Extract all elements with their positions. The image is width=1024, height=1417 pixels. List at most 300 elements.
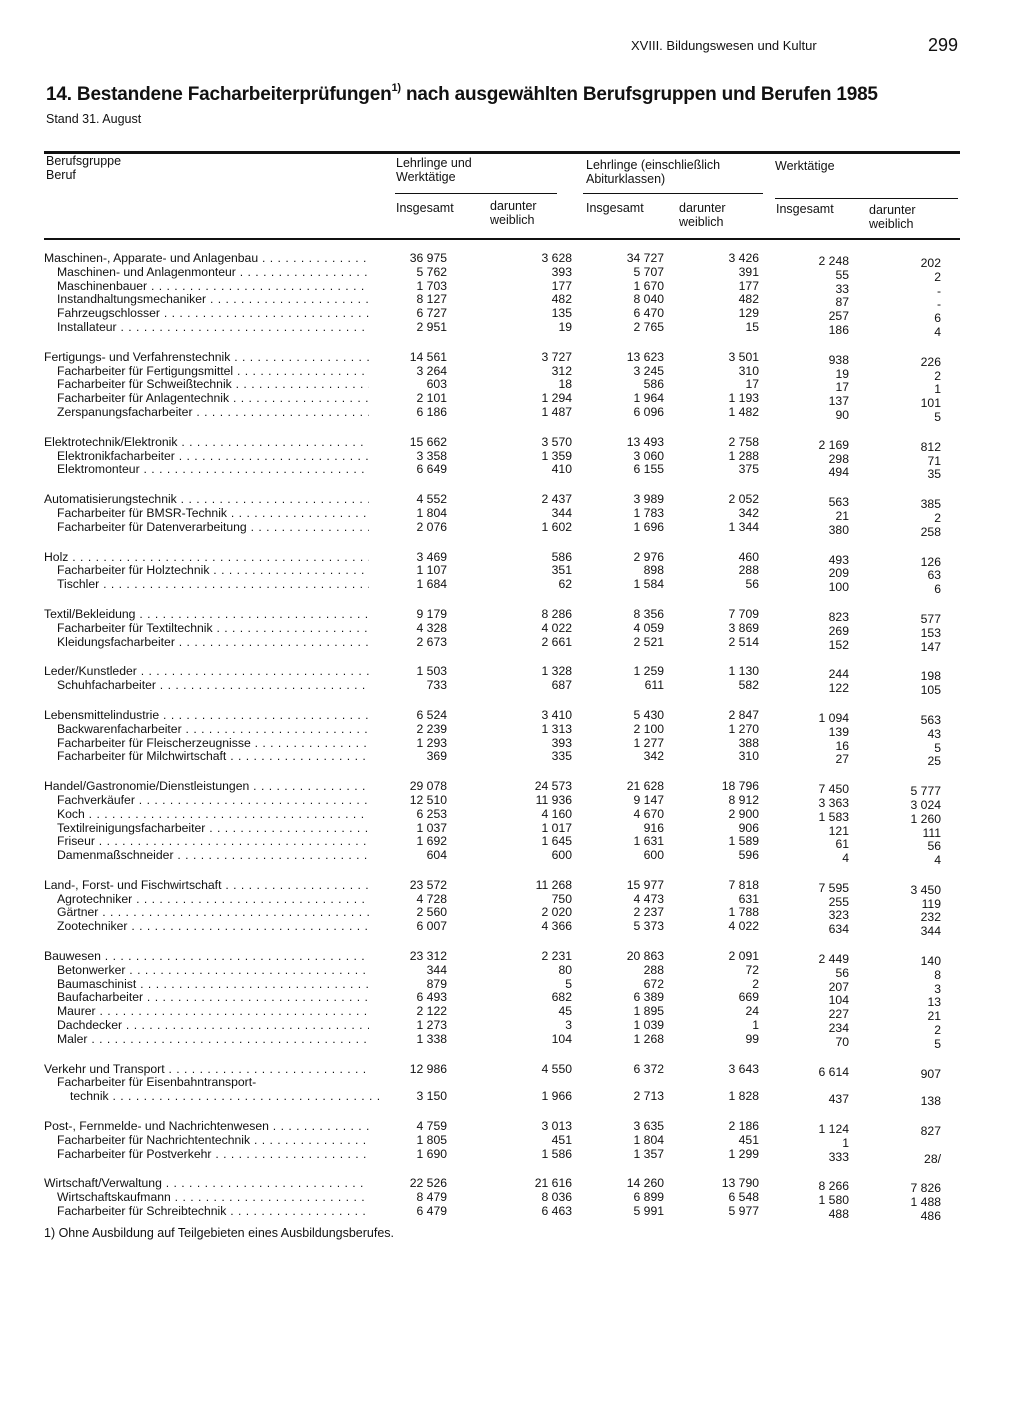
cell-col6: 3	[934, 981, 941, 996]
table-subrow	[44, 462, 964, 482]
cell-col5: 100	[828, 580, 849, 595]
cell-col5: 104	[828, 993, 849, 1008]
cell-col6: 2	[934, 510, 941, 525]
row-group	[44, 949, 964, 1051]
cell-col1: 369	[426, 749, 447, 764]
cell-col5: 257	[828, 309, 849, 324]
col-header-2-line2: weiblich	[490, 213, 535, 227]
cell-col5: 55	[835, 267, 849, 282]
cell-col2: 451	[551, 1132, 572, 1147]
cell-col6: 3 450	[910, 882, 941, 897]
cell-col4: 482	[738, 292, 759, 307]
cell-col4: 596	[738, 848, 759, 863]
cell-col4: 906	[738, 820, 759, 835]
cell-col5: 121	[828, 823, 849, 838]
row-group	[44, 492, 964, 539]
cell-col2: 104	[551, 1031, 572, 1046]
cell-col2: 482	[551, 292, 572, 307]
top-rule	[44, 151, 960, 154]
cell-col2: 1 966	[541, 1089, 572, 1104]
cell-col3: 288	[643, 962, 664, 977]
cell-col3: 342	[643, 749, 664, 764]
table-subrow	[44, 505, 964, 525]
cell-col5: 823	[828, 609, 849, 624]
table-subrow	[44, 721, 964, 741]
table-group-row	[44, 251, 964, 270]
row-group	[44, 606, 964, 654]
cell-col2: 2 231	[541, 949, 572, 964]
cell-col4: 7 818	[728, 877, 759, 892]
cell-col6: 13	[927, 995, 941, 1010]
cell-col1: 2 101	[416, 391, 447, 406]
cell-col3: 6 470	[633, 306, 664, 321]
cell-col6: 6	[934, 582, 941, 597]
cell-col4: 288	[738, 563, 759, 578]
cell-col5: 1	[842, 1135, 849, 1150]
cell-col4: 451	[738, 1132, 759, 1147]
row-label: Installateur . . .	[57, 321, 369, 335]
cell-col1: 2 122	[416, 1004, 447, 1019]
row-label: Damenmaßschneider . . .	[57, 849, 369, 863]
cell-col6: 6	[934, 311, 941, 326]
cell-col2: 312	[551, 363, 572, 378]
cell-col3: 4 059	[633, 620, 664, 635]
cell-col5: 137	[828, 394, 849, 409]
cell-col2: 1 359	[541, 448, 572, 463]
cell-col5: 33	[835, 281, 849, 296]
cell-col6: 258	[920, 524, 941, 539]
cell-col5: 56	[835, 965, 849, 980]
cell-col2: 4 160	[541, 806, 572, 821]
col-header-4	[679, 201, 726, 229]
cell-col3: 3 060	[633, 448, 664, 463]
cell-col1: 3 264	[416, 363, 447, 378]
cell-col4: 1 130	[728, 664, 759, 679]
table-subrow	[44, 749, 964, 769]
cell-col2: 21 616	[534, 1176, 572, 1191]
cell-col6: 35	[927, 467, 941, 482]
page-header	[0, 37, 1024, 57]
cell-col1: 2 076	[416, 519, 447, 534]
cell-col6: 147	[920, 639, 941, 654]
cell-col4: 460	[738, 549, 759, 564]
cell-col3: 6 899	[633, 1190, 664, 1205]
cell-col6: 2	[934, 368, 941, 383]
row-label: Facharbeiter für Eisenbahntransport-	[57, 1076, 257, 1090]
cell-col6: 1 260	[910, 811, 941, 826]
cell-col2: 1 602	[541, 519, 572, 534]
group-header-3	[775, 159, 835, 173]
row-label: Dachdecker . . .	[57, 1019, 369, 1033]
row-label: Textilreinigungsfacharbeiter . . .	[57, 822, 369, 836]
cell-col1: 1 692	[416, 834, 447, 849]
cell-col1: 1 037	[416, 820, 447, 835]
cell-col1: 2 673	[416, 634, 447, 649]
cell-col1: 3 469	[416, 549, 447, 564]
row-label: Facharbeiter für Textiltechnik . . .	[57, 622, 369, 636]
cell-col3: 8 356	[633, 606, 664, 621]
cell-col2: 1 328	[541, 664, 572, 679]
cell-col6: 1	[934, 382, 941, 397]
row-label: Bauwesen . . .	[44, 950, 369, 964]
col-header-4-line1: darunter	[679, 201, 726, 215]
cell-col2: 1 313	[541, 721, 572, 736]
row-group	[44, 549, 964, 597]
row-label: Instandhaltungsmechaniker . . .	[57, 293, 369, 307]
cell-col1: 4 759	[416, 1119, 447, 1134]
cell-col1: 6 253	[416, 806, 447, 821]
cell-col6: 5	[934, 740, 941, 755]
table-subtitle: Stand 31. August	[46, 112, 142, 126]
cell-col2: 4 366	[541, 919, 572, 934]
table-subrow	[44, 563, 964, 583]
cell-col1: 23 312	[409, 949, 447, 964]
cell-col6: 812	[920, 439, 941, 454]
cell-col2: 2 437	[541, 492, 572, 507]
section-title: XVIII. Bildungswesen und Kultur	[631, 38, 817, 53]
cell-col4: 177	[738, 278, 759, 293]
table-group-row	[44, 549, 964, 569]
table-subrow	[44, 306, 964, 326]
cell-col3: 6 155	[633, 462, 664, 477]
row-label: Backwarenfacharbeiter . . .	[57, 723, 369, 737]
cell-col3: 600	[643, 848, 664, 863]
cell-col5: 1 580	[818, 1193, 849, 1208]
cell-col3: 20 863	[626, 949, 664, 964]
cell-col1: 603	[426, 377, 447, 392]
cell-col3: 2 521	[633, 634, 664, 649]
row-label: Baufacharbeiter . . .	[57, 991, 369, 1005]
cell-col1: 1 273	[416, 1018, 447, 1033]
row-label: Wirtschaft/Verwaltung . . .	[44, 1177, 369, 1191]
col-header-1-text: Insgesamt	[396, 201, 454, 215]
cell-col6: 2	[934, 269, 941, 284]
cell-col2: 586	[551, 549, 572, 564]
cell-col5: 61	[835, 837, 849, 852]
cell-col1: 604	[426, 848, 447, 863]
cell-col1: 1 338	[416, 1031, 447, 1046]
cell-col4: 2 091	[728, 949, 759, 964]
cell-col3: 2 765	[633, 319, 664, 334]
cell-col6: -	[936, 283, 941, 298]
col-header-6-line1: darunter	[869, 203, 916, 217]
cell-col5: 255	[828, 894, 849, 909]
row-label: Facharbeiter für Milchwirtschaft . . .	[57, 750, 369, 764]
stub-header-line2: Beruf	[46, 168, 76, 182]
cell-col4: 6 548	[728, 1190, 759, 1205]
cell-col3: 1 277	[633, 735, 664, 750]
table-group-row	[44, 779, 964, 799]
row-label: Handel/Gastronomie/Dienstleistungen . . .	[44, 780, 369, 794]
cell-col2: 3 013	[541, 1119, 572, 1134]
cell-col3: 1 357	[633, 1146, 664, 1161]
table-group-row	[44, 949, 964, 969]
cell-col3: 4 473	[633, 891, 664, 906]
title-text: Bestandene Facharbeiterprüfungen	[76, 84, 392, 105]
col-header-5	[776, 202, 834, 216]
table-subrow	[44, 792, 964, 812]
cell-col3: 1 259	[633, 664, 664, 679]
cell-col4: 17	[745, 377, 759, 392]
cell-col2: 19	[558, 319, 572, 334]
col-header-3-text: Insgesamt	[586, 201, 644, 215]
cell-col1: 14 561	[409, 349, 447, 364]
cell-col5: 7 450	[818, 782, 849, 797]
cell-col1: 4 552	[416, 492, 447, 507]
cell-col6: 202	[920, 256, 941, 270]
table-subrow	[44, 1018, 964, 1038]
cell-col4: 7 709	[728, 606, 759, 621]
table-group-row	[44, 349, 964, 369]
cell-col2: 3 410	[541, 707, 572, 722]
cell-col5: 1 124	[818, 1122, 849, 1137]
cell-col4: 310	[738, 749, 759, 764]
row-label: technik . . .	[70, 1090, 382, 1104]
cell-col5: 3 363	[818, 795, 849, 810]
row-label: Wirtschaftskaufmann . . .	[57, 1191, 369, 1205]
cell-col2: 393	[551, 735, 572, 750]
row-group	[44, 877, 964, 939]
row-label: Facharbeiter für Holztechnik . . .	[57, 564, 369, 578]
row-label: Facharbeiter für Nachrichtentechnik . . .	[57, 1134, 369, 1148]
table-subrow	[44, 448, 964, 468]
cell-col3: 5 430	[633, 707, 664, 722]
row-label: Baumaschinist . . .	[57, 978, 369, 992]
cell-col2: 1 294	[541, 391, 572, 406]
cell-col6: 2	[934, 1023, 941, 1038]
table-subrow	[44, 1190, 964, 1210]
cell-col6: 827	[920, 1124, 941, 1139]
cell-col3: 672	[643, 976, 664, 991]
cell-col6: 105	[920, 683, 941, 698]
cell-col6: 28/	[924, 1151, 941, 1166]
table-number: 14.	[46, 84, 72, 105]
cell-col2: 2 661	[541, 634, 572, 649]
cell-col2: 750	[551, 891, 572, 906]
row-label: Maschinen- und Anlagenmonteur . . .	[57, 266, 369, 280]
cell-col4: 375	[738, 462, 759, 477]
cell-col3: 2 237	[633, 905, 664, 920]
cell-col5: 333	[828, 1149, 849, 1164]
cell-col6: 3 024	[910, 797, 941, 812]
row-group	[44, 1176, 964, 1224]
table-subrow	[44, 891, 964, 911]
cell-col5: 6 614	[818, 1064, 849, 1079]
cell-col4: 582	[738, 678, 759, 693]
row-label: Friseur . . .	[57, 835, 369, 849]
group-rule-1	[395, 193, 557, 194]
cell-col5: 227	[828, 1007, 849, 1022]
table-group-row	[44, 1176, 964, 1196]
table-subrow	[44, 634, 964, 654]
cell-col6: 119	[921, 896, 941, 911]
cell-col1: 2 239	[416, 721, 447, 736]
table-group-row	[44, 664, 964, 684]
cell-col1: 2 951	[416, 319, 447, 334]
cell-col6: 56	[927, 839, 941, 854]
table-group-row	[44, 1061, 964, 1081]
table-subrow	[44, 404, 964, 424]
cell-col5: 494	[828, 465, 849, 480]
cell-col6: 4	[934, 853, 941, 868]
cell-col5: 7 595	[818, 880, 849, 895]
cell-col6: 5	[934, 1036, 941, 1051]
row-label: Fachverkäufer . . .	[57, 794, 369, 808]
row-label: Facharbeiter für Fleischerzeugnisse . . .	[57, 737, 369, 751]
cell-col4: 1 299	[728, 1146, 759, 1161]
cell-col5: 186	[828, 322, 849, 337]
cell-col5: 19	[835, 366, 849, 381]
cell-col5: 1 583	[818, 809, 849, 824]
cell-col4: 72	[745, 962, 759, 977]
cell-col3: 6 389	[633, 990, 664, 1005]
table-subrow	[44, 264, 964, 284]
cell-col3: 5 707	[633, 264, 664, 279]
cell-col3: 3 635	[633, 1119, 664, 1134]
cell-col3: 21 628	[626, 779, 664, 794]
cell-col5: 2 169	[818, 437, 849, 452]
cell-col4: 2 052	[728, 492, 759, 507]
cell-col5: 298	[828, 451, 849, 466]
cell-col3: 2 713	[633, 1089, 664, 1104]
cell-col2: 3 628	[541, 251, 572, 265]
cell-col5: 380	[828, 522, 849, 537]
col-header-4-line2: weiblich	[679, 215, 724, 229]
row-label: Leder/Kunstleder . . .	[44, 665, 369, 679]
cell-col4: 391	[738, 264, 759, 279]
cell-col4: 99	[745, 1031, 759, 1046]
cell-col4: 2 186	[728, 1119, 759, 1134]
cell-col3: 1 268	[633, 1031, 664, 1046]
cell-col3: 3 989	[633, 492, 664, 507]
cell-col1: 6 727	[416, 306, 447, 321]
cell-col6: 5 777	[910, 784, 941, 799]
cell-col4: 8 912	[728, 792, 759, 807]
cell-col2: 3 727	[541, 349, 572, 364]
cell-col1: 1 503	[416, 664, 447, 679]
cell-col2: 687	[551, 678, 572, 693]
row-label: Holz . . .	[44, 551, 369, 565]
cell-col4: 3 501	[728, 349, 759, 364]
cell-col2: 2 020	[541, 905, 572, 920]
cell-col5: 234	[828, 1021, 849, 1036]
cell-col6: 198	[920, 669, 941, 684]
table-subrow	[44, 1146, 964, 1166]
table-subrow	[44, 292, 964, 312]
cell-col1: 733	[426, 678, 447, 693]
table-group-row	[44, 606, 964, 626]
table-subrow	[44, 391, 964, 411]
table-group-row	[44, 434, 964, 454]
cell-col6: 126	[920, 554, 941, 569]
row-label: Tischler . . .	[57, 578, 369, 592]
row-label: Maurer . . .	[57, 1005, 369, 1019]
row-label: Elektrotechnik/Elektronik . . .	[44, 436, 369, 450]
cell-col3: 6 096	[633, 404, 664, 419]
cell-col1: 15 662	[409, 434, 447, 449]
cell-col2: 344	[551, 505, 572, 520]
cell-col6: 71	[927, 453, 941, 468]
cell-col4: 1 589	[728, 834, 759, 849]
cell-col5: 70	[835, 1034, 849, 1049]
cell-col3: 34 727	[626, 251, 664, 265]
table-subrow	[44, 319, 964, 339]
cell-col2: 1 487	[541, 404, 572, 419]
cell-col3: 898	[643, 563, 664, 578]
table-subrow	[44, 848, 964, 868]
col-header-2	[490, 199, 537, 227]
row-label: Kleidungsfacharbeiter . . .	[57, 636, 369, 650]
cell-col1: 1 804	[416, 505, 447, 520]
cell-col4: 18 796	[721, 779, 759, 794]
row-label: Post-, Fernmelde- und Nachrichtenwesen . . .	[44, 1120, 369, 1134]
row-label: Gärtner . . .	[57, 906, 369, 920]
cell-col6: 344	[920, 924, 941, 939]
cell-col5: 17	[835, 380, 849, 395]
table-subrow	[44, 1204, 964, 1224]
group-rule-2	[583, 193, 763, 194]
cell-col2: 80	[558, 962, 572, 977]
cell-col4: 2	[752, 976, 759, 991]
table-subrow	[44, 377, 964, 397]
cell-col4: 1 482	[728, 404, 759, 419]
cell-col5: 634	[828, 922, 849, 937]
row-label: Fertigungs- und Verfahrenstechnik . . .	[44, 351, 369, 365]
cell-col6: 577	[920, 611, 941, 626]
row-label: Facharbeiter für BMSR-Technik . . .	[57, 507, 369, 521]
header-bottom-rule	[44, 238, 960, 240]
cell-col6: 21	[927, 1009, 941, 1024]
cell-col6: 63	[927, 568, 941, 583]
row-label: Lebensmittelindustrie . . .	[44, 709, 369, 723]
cell-col3: 1 964	[633, 391, 664, 406]
cell-col1: 6 479	[416, 1204, 447, 1219]
group-header-1-line1: Lehrlinge und	[396, 156, 472, 170]
table-subrow	[44, 278, 964, 298]
cell-col4: 388	[738, 735, 759, 750]
cell-col1: 4 728	[416, 891, 447, 906]
table-subrow	[44, 919, 964, 939]
cell-col5: 2 449	[818, 952, 849, 967]
cell-col6: -	[936, 297, 941, 312]
cell-col3: 4 670	[633, 806, 664, 821]
cell-col2: 1 017	[541, 820, 572, 835]
row-label: Facharbeiter für Schreibtechnik . . .	[57, 1205, 369, 1219]
col-header-3	[586, 201, 644, 215]
cell-col1: 12 510	[409, 792, 447, 807]
row-label: Elektronikfacharbeiter . . .	[57, 450, 369, 464]
cell-col5: 4	[842, 851, 849, 866]
cell-col6: 5	[934, 409, 941, 424]
row-label: Fahrzeugschlosser . . .	[57, 307, 369, 321]
cell-col5: 437	[828, 1092, 849, 1107]
cell-col5: 244	[828, 667, 849, 682]
group-header-2-line1: Lehrlinge (einschließlich	[586, 158, 721, 172]
cell-col3: 1 039	[633, 1018, 664, 1033]
group-header-2-line2: Abiturklassen)	[586, 172, 666, 186]
cell-col1: 8 127	[416, 292, 447, 307]
cell-col2: 24 573	[534, 779, 572, 794]
cell-col1: 6 524	[416, 707, 447, 722]
cell-col2: 335	[551, 749, 572, 764]
cell-col3: 1 584	[633, 577, 664, 592]
table-title	[46, 84, 878, 106]
cell-col5: 1 094	[818, 710, 849, 725]
cell-col2: 11 936	[535, 792, 572, 807]
cell-col4: 5 977	[728, 1204, 759, 1219]
table-subrow	[44, 1076, 964, 1090]
page-number: 299	[928, 35, 959, 55]
